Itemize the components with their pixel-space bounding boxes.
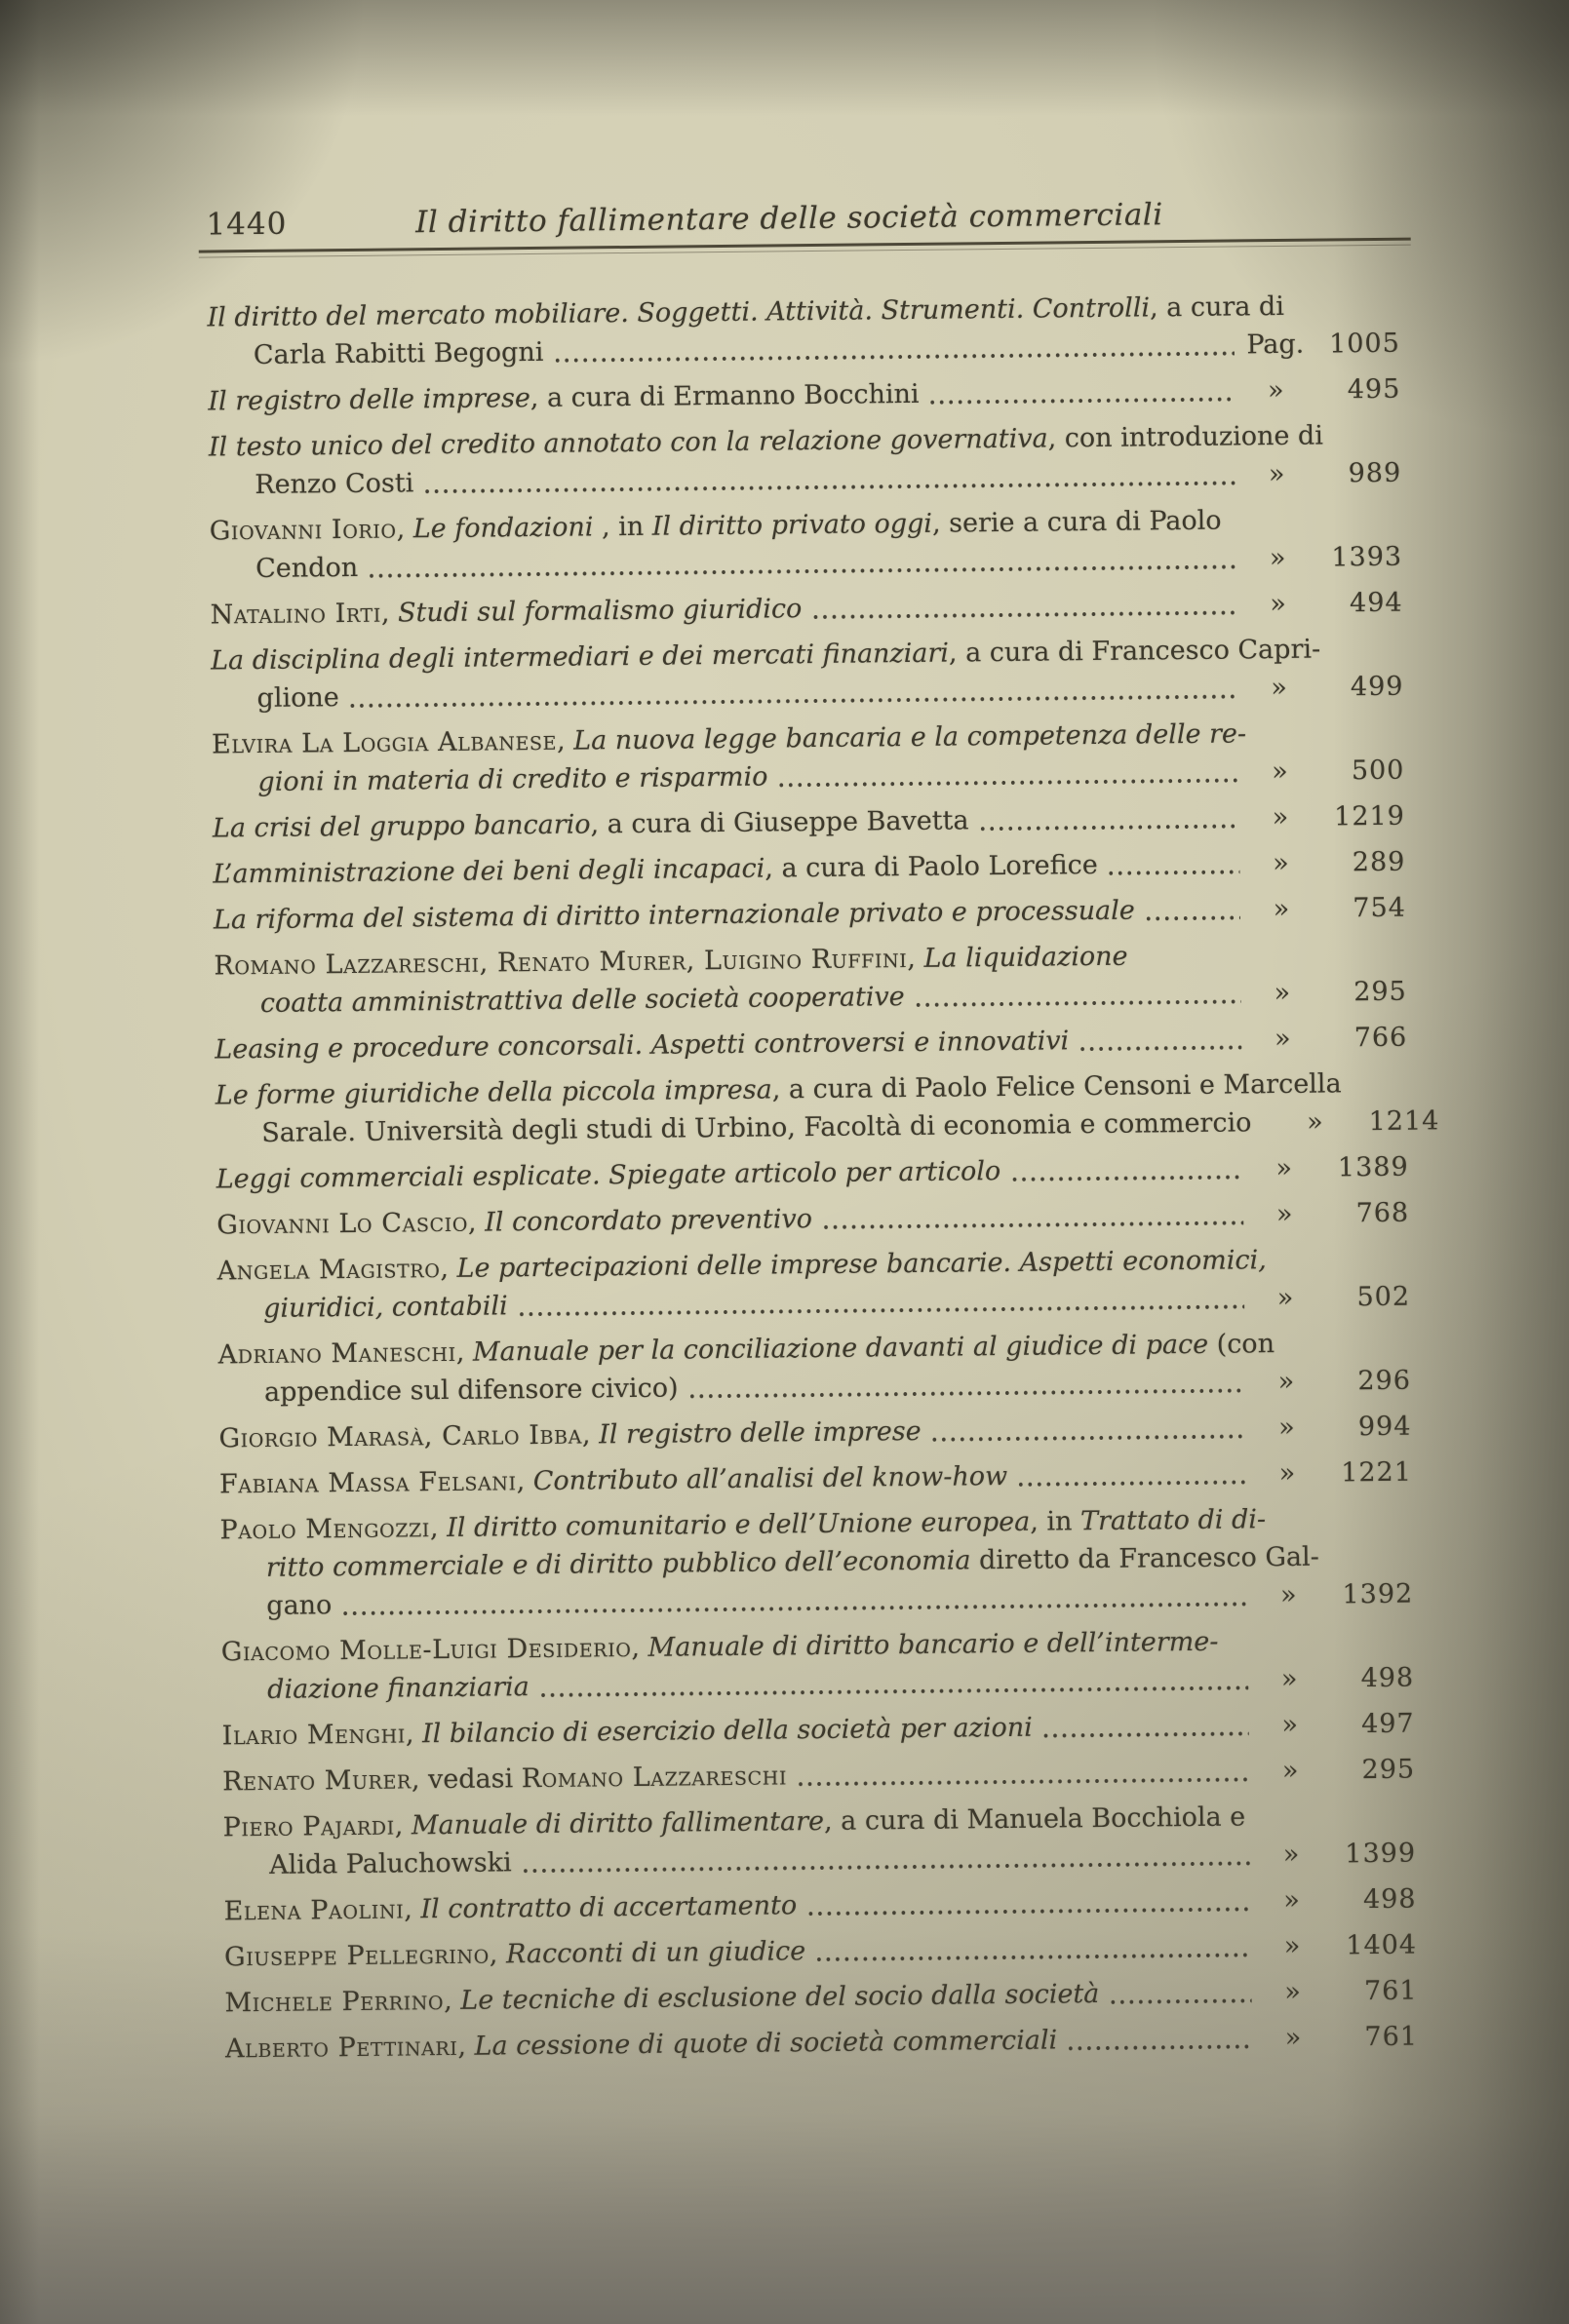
- page-number-value: 761: [1363, 1975, 1418, 2007]
- entry-text: Carla Rabitti Begogni: [253, 336, 544, 371]
- entry-line: [213, 843, 1405, 894]
- entry-text: Leggi commerciali esplicate. Spiegate articolo per articolo: [216, 1156, 1001, 1195]
- entry-line: [224, 1926, 1417, 1977]
- index-entry: [210, 584, 1402, 635]
- page-number-value: 295: [1361, 1754, 1416, 1786]
- index-entry: [222, 1797, 1416, 1885]
- index-entry: [213, 797, 1405, 848]
- index-entry: [214, 889, 1406, 940]
- ref-mark: »: [1267, 374, 1284, 407]
- ref-mark: »: [1278, 1412, 1295, 1444]
- page-number-value: 499: [1350, 671, 1404, 703]
- ref-mark: »: [1306, 1106, 1323, 1138]
- entry-text: Giacomo Molle-Luigi Desiderio, Manuale di diritto bancario e dell’interme-: [220, 1626, 1219, 1668]
- ref-mark: »: [1283, 1884, 1300, 1917]
- index-entry: [209, 416, 1402, 505]
- ref-mark: »: [1268, 458, 1285, 490]
- ref-mark: »: [1271, 755, 1288, 788]
- page-number-value: 1214: [1368, 1105, 1440, 1138]
- dotted-leader: [821, 1207, 1244, 1238]
- ref-mark: »: [1274, 1023, 1291, 1055]
- entry-text: La crisi del gruppo bancario, a cura di Giuseppe Bavetta: [212, 805, 969, 844]
- entry-text: Adriano Maneschi, Manuale per la conciliazione davanti al giudice di pace (con: [217, 1329, 1275, 1371]
- dotted-leader: [1041, 1718, 1249, 1746]
- ref-mark: »: [1275, 1152, 1293, 1184]
- ref-mark: »: [1270, 588, 1287, 620]
- ref-mark: »: [1271, 672, 1287, 704]
- ref-mark: »: [1281, 1755, 1299, 1787]
- entry-text: Giorgio Marasà, Carlo Ibba, Il registro delle imprese: [218, 1415, 922, 1454]
- page-number-value: 754: [1353, 892, 1407, 924]
- ref-mark: »: [1276, 1282, 1294, 1314]
- entry-text: Fabiana Massa Felsani, Contributo all’analisi del know-how: [218, 1460, 1008, 1500]
- ref-mark: »: [1279, 1579, 1297, 1611]
- entry-text: Giuseppe Pellegrino, Racconti di un giudice: [223, 1936, 806, 1973]
- ref-mark: »: [1275, 1198, 1293, 1230]
- entry-text: Romano Lazzareschi, Renato Murer, Luigino Ruffini, La liquidazione: [214, 941, 1128, 982]
- ref-mark: »: [1269, 542, 1286, 574]
- index-entry: [215, 1065, 1440, 1153]
- index-entry: [216, 1194, 1409, 1245]
- dotted-leader: [1144, 902, 1240, 929]
- index-entry: [212, 714, 1405, 802]
- ref-mark: »: [1272, 847, 1289, 879]
- entry-text: Giovanni Iorio, Le fondazioni , in Il diritto privato oggi, serie a cura di Paolo: [209, 505, 1222, 547]
- ref-mark: »: [1277, 1366, 1295, 1398]
- entry-line: [214, 889, 1406, 940]
- index-entry-list: [207, 287, 1440, 2069]
- page-number-value: 768: [1355, 1197, 1410, 1229]
- ref-mark: »: [1272, 801, 1289, 833]
- page-number-value: 498: [1362, 1883, 1417, 1916]
- entry-text: Cendon: [255, 552, 359, 584]
- entry-line: [213, 797, 1405, 848]
- dotted-leader: [1107, 856, 1240, 883]
- page-number-value: 766: [1353, 1022, 1408, 1054]
- page-number-value: 1221: [1341, 1456, 1413, 1489]
- dotted-leader: [538, 1672, 1249, 1706]
- index-entry: [224, 1972, 1417, 2023]
- dotted-leader: [930, 1420, 1246, 1450]
- page-number-value: 500: [1351, 755, 1405, 787]
- dotted-leader: [810, 597, 1237, 628]
- dotted-leader: [1009, 1161, 1243, 1190]
- entry-text: Le forme giuridiche della piccola impresa, a cura di Paolo Felice Censoni e Marcella: [215, 1068, 1342, 1111]
- entry-text: Il diritto del mercato mobiliare. Soggetti. Attività. Strumenti. Controlli, a cura di: [207, 290, 1285, 333]
- entry-line: [223, 1880, 1416, 1931]
- page-number-value: 1392: [1342, 1578, 1414, 1610]
- entry-text: Giovanni Lo Cascio, Il concordato preventivo: [216, 1204, 813, 1241]
- ref-mark: »: [1273, 893, 1290, 925]
- page-header: [206, 195, 1398, 243]
- entry-text: L’amministrazione dei beni degli incapaci, a cura di Paolo Lorefice: [213, 849, 1098, 890]
- page-number-value: 994: [1357, 1411, 1412, 1443]
- index-entry: [214, 935, 1407, 1024]
- entry-text: La disciplina degli intermediari e dei mercati finanziari, a cura di Francesco Capri-: [211, 634, 1321, 677]
- page-number-value: 1389: [1337, 1151, 1409, 1183]
- entry-text: Alida Paluchowski: [268, 1847, 512, 1880]
- ref-mark: Pag.: [1246, 329, 1305, 361]
- index-entry: [215, 1019, 1407, 1069]
- dotted-leader: [914, 986, 1241, 1016]
- index-entry: [219, 1453, 1412, 1504]
- dotted-leader: [928, 383, 1236, 412]
- dotted-leader: [422, 467, 1236, 502]
- index-entry: [216, 1148, 1409, 1199]
- entry-text: gano: [266, 1590, 333, 1621]
- entry-text: Ilario Menghi, Il bilancio di esercizio della società per azioni: [221, 1712, 1033, 1752]
- index-entry: [219, 1499, 1413, 1626]
- ref-mark: »: [1281, 1709, 1299, 1741]
- entry-text: Elvira La Loggia Albanese, La nuova legge bancaria e la competenza delle re-: [211, 718, 1247, 760]
- entry-text: appendice sul difensore civico): [263, 1373, 679, 1408]
- page-number-value: 1219: [1334, 800, 1406, 833]
- entry-line: [219, 1453, 1412, 1504]
- dotted-leader: [1108, 1985, 1252, 2013]
- index-entry: [223, 1880, 1416, 1931]
- entry-text: Leasing e procedure concorsali. Aspetti controversi e innovativi: [215, 1026, 1070, 1065]
- entry-text: ritto commerciale e di diritto pubblico dell’economia diretto da Francesco Gal-: [265, 1541, 1319, 1583]
- index-entry: [207, 287, 1400, 375]
- entry-line: [208, 370, 1400, 421]
- entry-text: Sarale. Università degli studi di Urbino, Facoltà di economia e commercio: [261, 1107, 1252, 1148]
- dotted-leader: [1066, 2031, 1252, 2059]
- entry-text: Natalino Irti, Studi sul formalismo giuridico: [210, 594, 803, 631]
- header-rule: [199, 238, 1411, 258]
- dotted-leader: [796, 1763, 1249, 1795]
- index-entry: [211, 630, 1404, 718]
- index-entry: [210, 500, 1403, 589]
- ref-mark: »: [1283, 1930, 1301, 1962]
- ref-mark: »: [1274, 977, 1291, 1009]
- page-number-value: 497: [1360, 1708, 1415, 1740]
- index-entry: [225, 2018, 1418, 2069]
- dotted-leader: [686, 1375, 1245, 1407]
- index-entry: [224, 1926, 1417, 1977]
- ref-mark: »: [1282, 1839, 1300, 1871]
- index-entry: [217, 1240, 1411, 1329]
- page-number-value: 502: [1356, 1281, 1411, 1313]
- entry-text: Michele Perrino, Le tecniche di esclusione del socio dalla società: [224, 1979, 1100, 2019]
- dotted-leader: [521, 1847, 1251, 1881]
- header-page-number: 1440: [206, 206, 288, 243]
- entry-text: Il registro delle imprese, a cura di Ermanno Bocchini: [208, 378, 920, 417]
- page-number-value: 1393: [1331, 541, 1403, 573]
- dotted-leader: [1078, 1031, 1241, 1060]
- index-entry: [213, 843, 1405, 894]
- ref-mark: »: [1278, 1457, 1296, 1490]
- page-number-value: 494: [1349, 587, 1403, 619]
- dotted-leader: [977, 810, 1239, 839]
- index-entry: [222, 1751, 1415, 1801]
- page-number-value: 1399: [1345, 1838, 1417, 1870]
- page-number-value: 295: [1353, 976, 1407, 1008]
- page-number-value: 296: [1357, 1365, 1412, 1397]
- entry-text: coatta amministrattiva delle società cooperative: [259, 982, 905, 1019]
- entry-line: [225, 2018, 1418, 2069]
- page-number-value: 1404: [1346, 1929, 1418, 1961]
- entry-text: Piero Pajardi, Manuale di diritto fallimentare, a cura di Manuela Bocchiola e: [222, 1801, 1246, 1843]
- index-entry: [221, 1621, 1415, 1710]
- entry-text: Elena Paolini, Il contratto di accertamento: [223, 1890, 798, 1927]
- dotted-leader: [1260, 1115, 1274, 1142]
- entry-line: [218, 1408, 1411, 1458]
- running-title: Il diritto fallimentare delle società commerciali: [414, 197, 1163, 241]
- page-number-value: 989: [1348, 457, 1402, 489]
- entry-text: Paolo Mengozzi, Il diritto comunitario e dell’Unione europea, in Trattato di di-: [219, 1504, 1267, 1546]
- ref-mark: »: [1280, 1663, 1298, 1695]
- ref-mark: »: [1284, 1976, 1301, 2008]
- entry-text: Il testo unico del credito annotato con la relazione governativa, con introduzione di: [208, 420, 1324, 463]
- dotted-leader: [517, 1291, 1245, 1325]
- entry-text: Renzo Costi: [255, 468, 414, 500]
- entry-line: [216, 1148, 1409, 1199]
- index-entry: [208, 370, 1400, 421]
- entry-line: [224, 1972, 1417, 2023]
- index-entry: [222, 1705, 1415, 1756]
- entry-text: giuridici, contabili: [262, 1291, 508, 1324]
- page-number-value: 761: [1364, 2021, 1419, 2053]
- page-number-value: 498: [1360, 1662, 1415, 1694]
- dotted-leader: [348, 680, 1238, 717]
- index-entry: [217, 1324, 1411, 1413]
- page-number-value: 1005: [1328, 328, 1400, 360]
- entry-line: [216, 1194, 1409, 1245]
- entry-line: [215, 1019, 1407, 1069]
- dotted-leader: [1016, 1466, 1246, 1494]
- entry-line: [222, 1751, 1415, 1801]
- dotted-leader: [340, 1588, 1247, 1624]
- entry-text: gioni in materia di credito e risparmio: [257, 761, 768, 797]
- dotted-leader: [367, 551, 1236, 586]
- entry-text: La riforma del sistema di diritto internazionale privato e processuale: [213, 895, 1135, 936]
- entry-text: glione: [256, 682, 339, 714]
- page-number-value: 495: [1347, 373, 1401, 406]
- dotted-leader: [776, 764, 1238, 795]
- entry-text: Alberto Pettinari, La cessione di quote di società commerciali: [224, 2025, 1058, 2065]
- ref-mark: »: [1284, 2022, 1302, 2054]
- dotted-leader: [552, 337, 1235, 370]
- dotted-leader: [805, 1893, 1251, 1924]
- entry-text: diazione finanziaria: [267, 1672, 530, 1705]
- dotted-leader: [814, 1939, 1251, 1970]
- entry-text: Renato Murer, vedasi Romano Lazzareschi: [222, 1761, 788, 1798]
- index-entry: [218, 1408, 1411, 1458]
- entry-text: Angela Magistro, Le partecipazioni delle imprese bancarie. Aspetti economici,: [216, 1245, 1267, 1287]
- entry-line: [222, 1705, 1415, 1756]
- entry-line: [210, 584, 1402, 635]
- page-number-value: 289: [1352, 846, 1406, 878]
